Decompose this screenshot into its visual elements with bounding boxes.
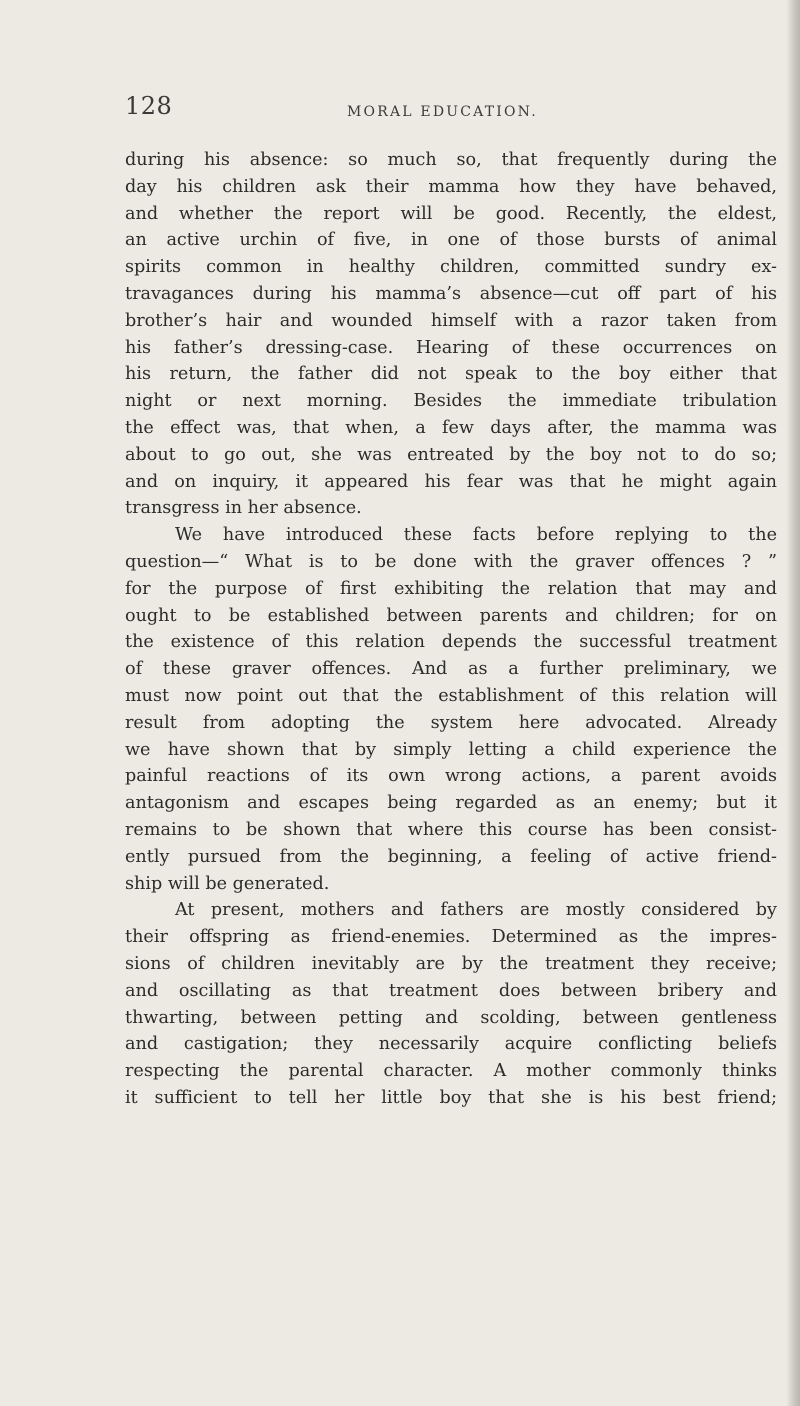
text-line: his father’s dressing-case. Hearing of these occurrences on xyxy=(125,337,777,358)
text-line: and on inquiry, it appeared his fear was that he might again xyxy=(125,471,777,492)
page-header xyxy=(125,92,775,132)
text-line: of these graver offences. And as a further preliminary, we xyxy=(125,659,777,680)
text-line: during his absence: so much so, that frequently during the xyxy=(125,150,777,170)
text-line: we have shown that by simply letting a child experience the xyxy=(125,739,777,760)
paragraph-2 xyxy=(125,522,777,897)
text-line: must now point out that the establishment of this relation will xyxy=(125,685,777,706)
text-line: the effect was, that when, a few days after, the mamma was xyxy=(125,417,777,438)
text-line: it sufficient to tell her little boy that she is his best friend; xyxy=(125,1087,777,1108)
text-line: thwarting, between petting and scolding, between gentleness xyxy=(125,1007,777,1028)
page-number: 128 xyxy=(125,92,173,120)
text-line: for the purpose of first exhibiting the relation that may and xyxy=(125,578,777,599)
text-line: result from adopting the system here advocated. Already xyxy=(125,712,777,733)
text-line: spirits common in healthy children, committed sundry ex- xyxy=(125,257,777,278)
text-line: an active urchin of five, in one of those bursts of animal xyxy=(125,230,777,251)
text-line: At present, mothers and fathers are mostly considered by xyxy=(175,900,777,921)
text-line: his return, the father did not speak to the boy either that xyxy=(125,364,777,385)
text-line: about to go out, she was entreated by the boy not to do so; xyxy=(125,444,777,465)
text-line: respecting the parental character. A mother commonly thinks xyxy=(125,1061,777,1082)
text-line: transgress in her absence. xyxy=(125,498,362,519)
text-line: ently pursued from the beginning, a feeling of active friend- xyxy=(125,846,777,867)
body-text xyxy=(125,147,777,1112)
text-line: painful reactions of its own wrong actions, a parent avoids xyxy=(125,766,777,787)
text-line: sions of children inevitably are by the treatment they receive; xyxy=(125,953,777,974)
paragraph-3 xyxy=(125,897,777,1111)
page-edge-shadow xyxy=(786,0,800,1406)
text-line: and oscillating as that treatment does between bribery and xyxy=(125,980,777,1001)
running-head: MORAL EDUCATION. xyxy=(347,104,538,120)
text-line: question—“ What is to be done with the graver offences ? ” xyxy=(125,551,777,572)
text-line: ship will be generated. xyxy=(125,873,330,894)
text-line: brother’s hair and wounded himself with a razor taken from xyxy=(125,310,777,331)
paragraph-1 xyxy=(125,147,777,522)
text-line: and castigation; they necessarily acquire conflicting beliefs xyxy=(125,1034,777,1055)
text-line: ought to be established between parents and children; for on xyxy=(125,605,777,626)
text-line: remains to be shown that where this course has been consist- xyxy=(125,819,777,840)
text-line: the existence of this relation depends the successful treatment xyxy=(125,632,777,653)
text-line: and whether the report will be good. Recently, the eldest, xyxy=(125,203,777,224)
text-line: travagances during his mamma’s absence—cut off part of his xyxy=(125,283,777,304)
text-line: antagonism and escapes being regarded as an enemy; but it xyxy=(125,793,777,814)
text-line: We have introduced these facts before replying to the xyxy=(175,525,777,546)
text-line: their offspring as friend-enemies. Determined as the impres- xyxy=(125,927,777,948)
text-line: day his children ask their mamma how they have behaved, xyxy=(125,176,777,197)
text-line: night or next morning. Besides the immediate tribulation xyxy=(125,391,777,412)
